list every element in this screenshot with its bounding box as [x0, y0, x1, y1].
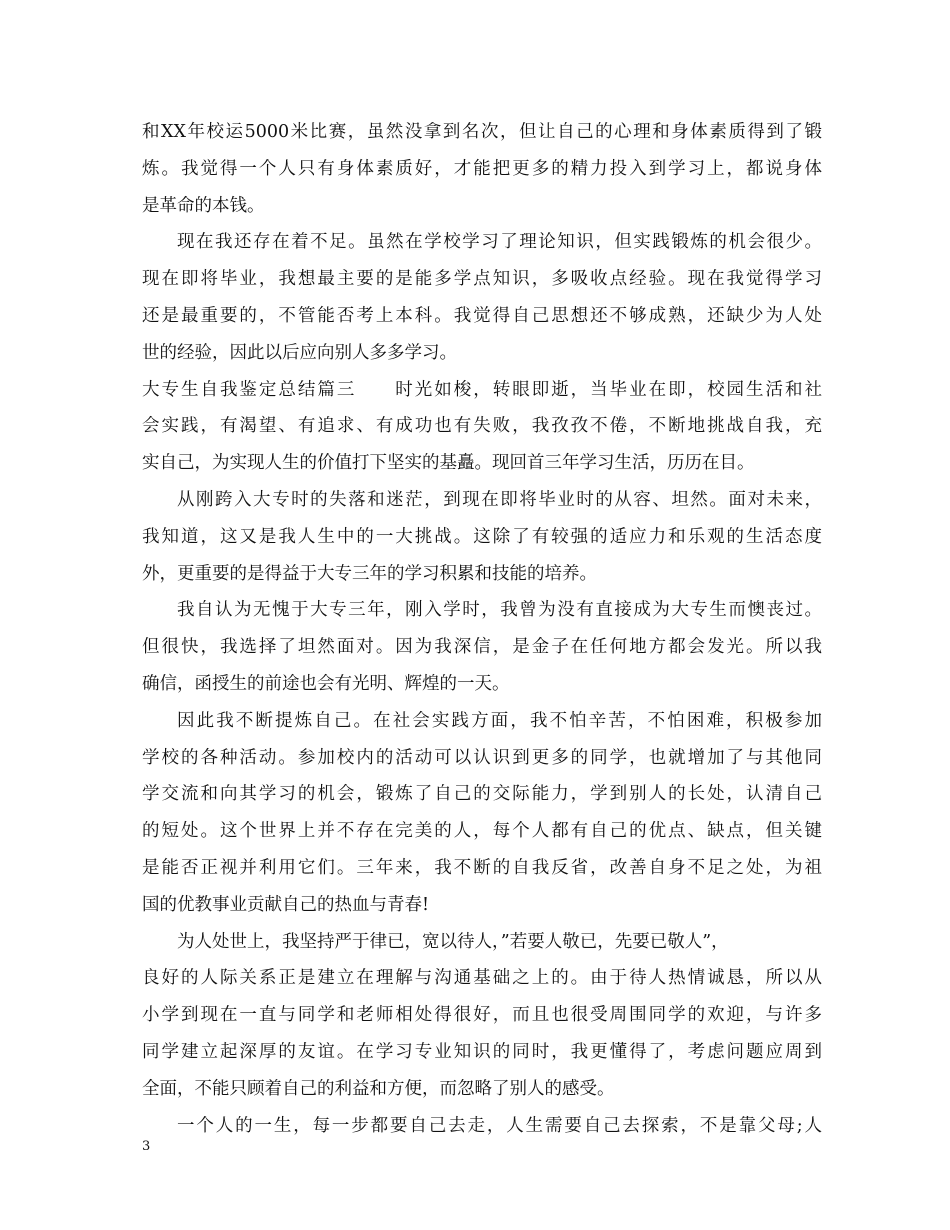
text-line: 我知道，这又是我人生中的一大挑战。这除了有较强的适应力和乐观的生活态度 [142, 526, 822, 547]
text-line: 还是最重要的，不管能否考上本科。我觉得自己思想还不够成熟，还缺少为人处 [142, 305, 822, 326]
text-line: 实自己，为实现人生的价值打下坚实的基矗。现回首三年学习生活，历历在目。 [142, 453, 755, 474]
text-line: 是能否正视并利用它们。三年来，我不断的自我反省，改善自身不足之处，为祖 [142, 857, 822, 878]
text-line: 会实践，有渴望、有追求、有成功也有失败，我孜孜不倦，不断地挑战自我，充 [142, 416, 822, 437]
text-line: 的短处。这个世界上并不存在完美的人，每个人都有自己的优点、缺点，但关键 [142, 821, 822, 842]
text-line: 同学建立起深厚的友谊。在学习专业知识的同时，我更懂得了，考虑问题应周到 [142, 1041, 822, 1062]
text-line: 确信，函授生的前途也会有光明、辉煌的一天。 [142, 673, 510, 694]
text-line: 良好的人际关系正是建立在理解与沟通基础之上的。由于待人热情诚恳，所以从 [142, 968, 822, 989]
text-line: 学交流和向其学习的机会，锻炼了自己的交际能力，学到别人的长处，认清自己 [142, 784, 822, 805]
page-number: 3 [142, 1139, 151, 1154]
text-line: 外，更重要的是得益于大专三年的学习积累和技能的培养。 [142, 563, 597, 584]
text-line: 是革命的本钱。 [142, 195, 265, 216]
body-text [142, 114, 822, 1144]
text-line: 小学到现在一直与同学和老师相处得很好，而且也很受周围同学的欢迎，与许多 [142, 1005, 822, 1026]
text-line: 世的经验，因此以后应向别人多多学习。 [142, 342, 457, 363]
text-line: 现在即将毕业，我想最主要的是能多学点知识，多吸收点经验。现在我觉得学习 [142, 269, 822, 290]
paragraph-first-line: 现在我还存在着不足。虽然在学校学习了理论知识，但实践锻炼的机会很少。 [177, 232, 822, 253]
section-heading-line: 大专生自我鉴定总结篇三 时光如梭，转眼即逝，当毕业在即，校园生活和社 [142, 379, 822, 400]
text-line: 和XX年校运5000米比赛，虽然没拿到名次，但让自己的心理和身体素质得到了锻 [142, 122, 822, 142]
text-line: 全面，不能只顾着自己的利益和方便，而忽略了别人的感受。 [142, 1078, 615, 1099]
text-line: 炼。我觉得一个人只有身体素质好，才能把更多的精力投入到学习上，都说身体 [142, 158, 822, 179]
text-line: 国的优教事业贡献自己的热血与青春! [142, 894, 430, 915]
paragraph-first-line: 从刚跨入大专时的失落和迷茫，到现在即将毕业时的从容、坦然。面对未来， [177, 489, 822, 510]
paragraph-first-line: 我自认为无愧于大专三年，刚入学时，我曾为没有直接成为大专生而懊丧过。 [177, 600, 822, 621]
text-line: 但很快，我选择了坦然面对。因为我深信，是金子在任何地方都会发光。所以我 [142, 637, 822, 658]
paragraph-first-line: 因此我不断提炼自己。在社会实践方面，我不怕辛苦，不怕困难，积极参加 [177, 710, 822, 731]
text-line: 学校的各种活动。参加校内的活动可以认识到更多的同学，也就增加了与其他同 [142, 747, 822, 768]
paragraph-first-line: 一个人的一生，每一步都要自己去走，人生需要自己去探索，不是靠父母;人 [177, 1115, 822, 1136]
paragraph-first-line: 为人处世上，我坚持严于律已，宽以待人，”若要人敬已，先要已敬人”， [177, 931, 729, 952]
